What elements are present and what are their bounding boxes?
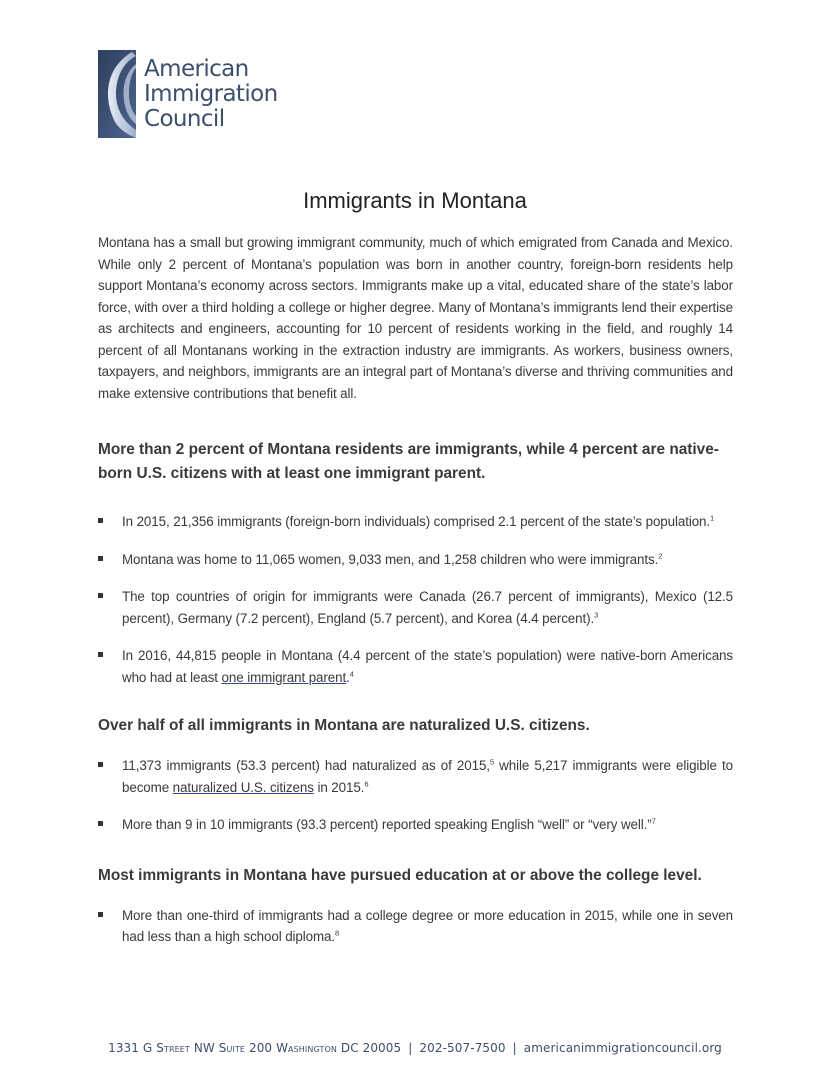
bullet-text: Montana was home to 11,065 women, 9,033 men, and 1,258 children who were immigrants. <box>122 551 659 567</box>
logo-line-2: Immigration <box>144 80 278 107</box>
footnote-ref[interactable]: 3 <box>594 610 599 620</box>
footnote-ref[interactable]: 4 <box>349 669 354 679</box>
footnote-ref[interactable]: 2 <box>658 551 663 561</box>
page-title: Immigrants in Montana <box>303 188 527 213</box>
bullet-icon <box>98 556 103 561</box>
bullet-icon <box>98 593 103 598</box>
logo-wordmark <box>144 57 278 132</box>
bullet-icon <box>98 912 103 917</box>
footer-phone: 202-507-7500 <box>419 1041 506 1055</box>
list-item <box>98 645 733 688</box>
bullet-icon <box>98 518 103 523</box>
footnote-ref[interactable]: 5 <box>489 757 494 767</box>
list-item <box>98 511 733 533</box>
footer-address: 1331 G Street NW Suite 200 Washington DC 20005 <box>108 1041 402 1055</box>
footer-website-link[interactable]: americanimmigrationcouncil.org <box>523 1041 722 1055</box>
footnote-ref[interactable]: 6 <box>364 779 369 789</box>
bullet-icon <box>98 821 103 826</box>
bullet-text-end: in 2015. <box>313 779 365 795</box>
footer-separator: | <box>408 1041 413 1055</box>
bullet-list-education <box>98 905 733 948</box>
footer-separator: | <box>512 1041 517 1055</box>
footnote-ref[interactable]: 8 <box>335 928 340 938</box>
bullet-text: More than 9 in 10 immigrants (93.3 percent) reported speaking English “well” or “very well.” <box>122 817 652 832</box>
list-item <box>98 814 733 836</box>
logo <box>98 50 278 138</box>
logo-line-1: American <box>144 55 249 82</box>
bullet-text-mid: while 5,217 immigrants were eligible to become <box>122 758 734 795</box>
bullet-text-end: . <box>346 669 350 685</box>
footnote-ref[interactable]: 7 <box>651 816 656 826</box>
section-heading-citizenship: Over half of all immigrants in Montana are naturalized U.S. citizens. <box>98 717 590 734</box>
bullet-text: In 2016, 44,815 people in Montana (4.4 percent of the state’s population) were native-born Americans who had at least <box>122 648 733 685</box>
bullet-text: In 2015, 21,356 immigrants (foreign-born individuals) comprised 2.1 percent of the state’s population. <box>122 514 711 529</box>
list-item <box>98 905 733 948</box>
link-naturalized-citizens[interactable]: naturalized U.S. citizens <box>172 779 314 795</box>
bullet-icon <box>98 652 103 657</box>
list-item <box>98 549 733 571</box>
bullet-list-citizenship <box>98 755 733 836</box>
intro-paragraph: Montana has a small but growing immigrant community, much of which emigrated from Canada and Mexico. While only 2 percent of Montana’s population was born in another country, foreign-born residents help support Montana’s economy across sectors. Immigrants make up a vital, educated share of the state’s labor force, with over a third holding a college or higher degree. Many of Montana’s immigrants lend their expertise as architects and engineers, accounting for 10 percent of residents working in the field, and roughly 14 percent of all Montanans working in the extraction industry are immigrants. As workers, business owners, taxpayers, and neighbors, immigrants are an integral part of Montana’s diverse and thriving communities and make extensive contributions that benefit all. <box>98 235 733 401</box>
main-content <box>98 232 733 948</box>
link-immigrant-parent[interactable]: one immigrant parent <box>221 669 347 685</box>
section-heading-population: More than 2 percent of Montana residents are immigrants, while 4 percent are native-born U.S. citizens with at least one immigrant parent. <box>98 441 719 482</box>
logo-line-3: Council <box>144 105 225 132</box>
list-item <box>98 586 733 629</box>
logo-swoosh-icon <box>98 50 136 138</box>
footer <box>0 1041 830 1055</box>
section-heading-education: Most immigrants in Montana have pursued education at or above the college level. <box>98 866 702 884</box>
bullet-text: The top countries of origin for immigrants were Canada (26.7 percent of immigrants), Mexico (12.5 percent), Germany (7.2 percent), England (5.7 percent), and Korea (4.4 percent). <box>122 589 733 626</box>
footnote-ref[interactable]: 1 <box>710 513 715 523</box>
bullet-icon <box>98 762 103 767</box>
bullet-text: More than one-third of immigrants had a college degree or more education in 2015, while one in seven had less than a high school diploma. <box>122 907 733 944</box>
list-item <box>98 755 733 798</box>
bullet-text: 11,373 immigrants (53.3 percent) had naturalized as of 2015, <box>122 758 490 773</box>
bullet-list-population <box>98 511 733 688</box>
